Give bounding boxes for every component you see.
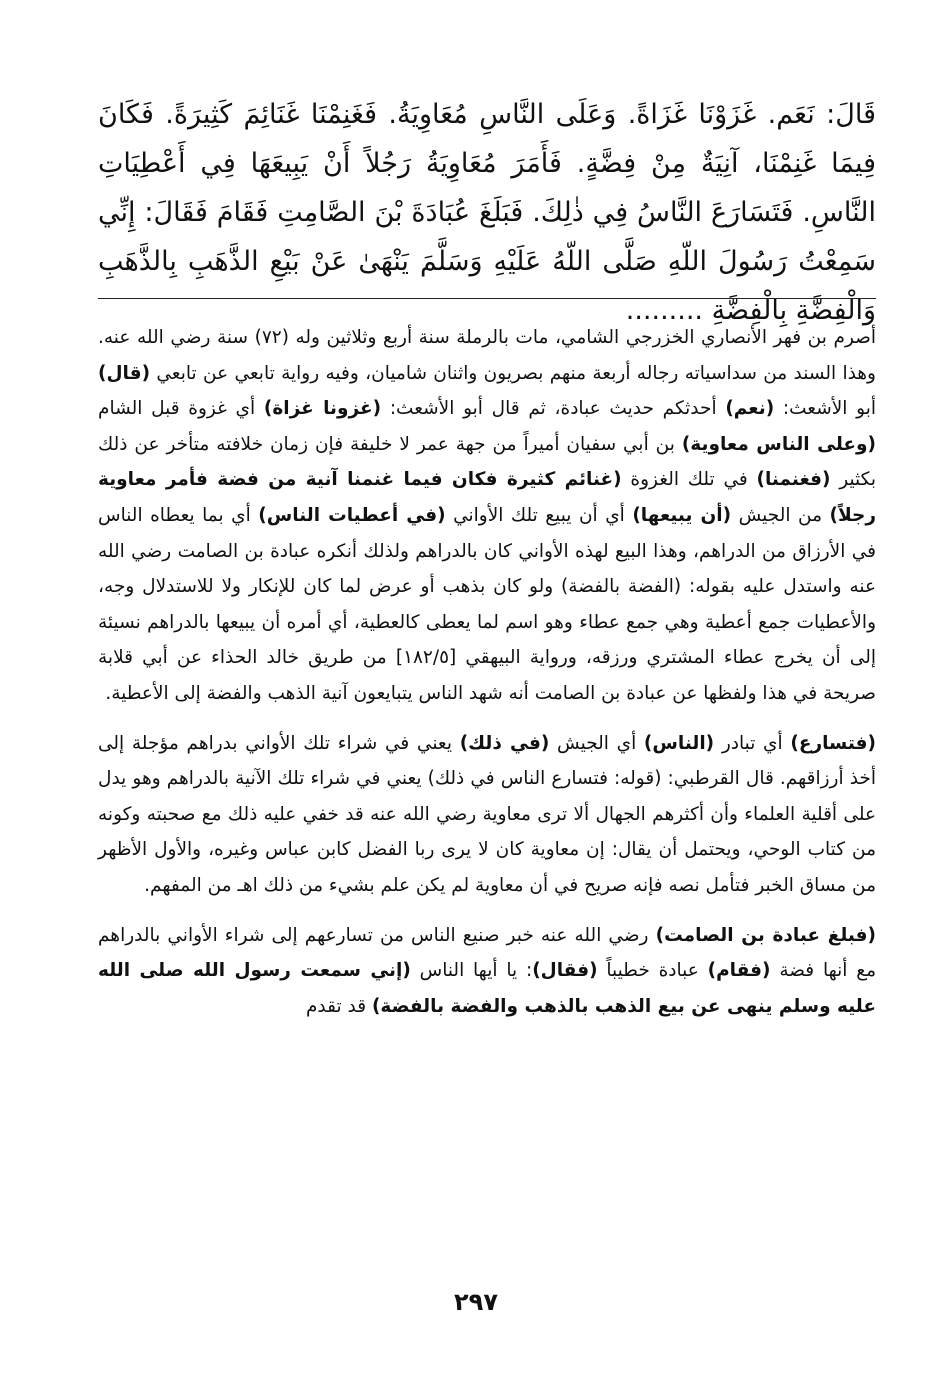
commentary-text: أحدثكم حديث عبادة، ثم قال أبو الأشعث: <box>381 398 726 420</box>
commentary-text: أبو الأشعث: <box>774 398 876 420</box>
quoted-phrase: (غنائم كثيرة فكان فيما غنمنا آنية من فضة فأمر معاوية رجلاً) <box>98 469 876 526</box>
commentary-paragraph-3 <box>98 918 876 1025</box>
commentary-text: قد تقدم <box>305 995 372 1017</box>
commentary <box>98 320 876 1024</box>
quoted-phrase: (فقال) <box>532 960 598 982</box>
commentary-text: يعني في شراء تلك الأواني بدراهم مؤجلة إلى أخذ أرزاقهم. قال القرطبي: (قوله: فتسارع الناس في ذلك) يعني في شراء تلك الآنية بالدراهم وهو يدل على أقلية العلماء وأن أكثرهم الجهال ألا ترى معاوية رضي الله عنه قد خفي عليه ذلك مع صحبته وكونه من كتاب الوحي، ويحتمل أن يقال: إن معاوية كان لا يرى ربا الفضل كابن عباس وغيره، والأول الأظهر من مساق الخبر فتأمل نصه فإنه صريح في أن معاوية لم يكن علم بشيء من ذلك اهـ من المفهم. <box>98 732 876 896</box>
commentary-text: في تلك الغزوة <box>621 469 757 491</box>
commentary-text: أي الجيش <box>549 732 644 754</box>
hadith-text-content: قَالَ: نَعَم. غَزَوْنَا غَزَاةً. وَعَلَى النَّاسِ مُعَاوِيَةُ. فَغَنِمْنَا غَنَائِمَ كَثِيرَةً. فَكَانَ فِيمَا غَنِمْنَا، آنِيَةٌ مِنْ فِضَّةٍ. فَأَمَرَ مُعَاوِيَةُ رَجُلاً أَنْ يَبِيعَهَا فِي أَعْطِيَاتِ النَّاسِ. فَتَسَارَعَ النَّاسُ فِي ذٰلِكَ. فَبَلَغَ عُبَادَةَ بْنَ الصَّامِتِ فَقَامَ فَقَالَ: إِنِّي سَمِعْتُ رَسُولَ اللّهِ صَلَّى اللّهُ عَلَيْهِ وَسَلَّمَ يَنْهَىٰ عَنْ بَيْعِ الذَّهَبِ بِالذَّهَبِ وَالْفِضَّةِ بِالْفِضَّةِ ......... <box>98 99 876 326</box>
quoted-phrase: (غزونا غزاة) <box>263 398 382 420</box>
commentary-paragraph-2 <box>98 726 876 904</box>
commentary-text: رضي الله عنه خبر صنيع الناس من تسارعهم إلى شراء الأواني بالدراهم مع أنها فضة <box>98 924 877 982</box>
commentary-text: عبادة خطيباً <box>597 960 708 982</box>
quoted-phrase: (أن يبيعها) <box>632 504 732 526</box>
page-number: ٢٩٧ <box>454 1288 498 1316</box>
quoted-phrase: (نعم) <box>725 398 775 420</box>
quoted-phrase: (فغنمنا) <box>756 469 831 491</box>
quoted-phrase: (فبلغ عبادة بن الصامت) <box>655 924 877 946</box>
commentary-text: أي غزوة قبل الشام <box>98 398 264 420</box>
quoted-phrase: (إني سمعت رسول الله صلى الله عليه وسلم ينهى عن بيع الذهب بالذهب والفضة بالفضة) <box>98 960 876 1017</box>
commentary-text: أي أن يبيع تلك الأواني <box>445 504 633 526</box>
commentary-text: أي تبادر <box>714 732 791 754</box>
quoted-phrase: (الناس) <box>643 732 715 754</box>
quoted-phrase: (في أعطيات الناس) <box>258 504 446 526</box>
commentary-text: : يا أيها الناس <box>410 960 533 982</box>
separator-line <box>98 298 876 299</box>
quoted-phrase: (فتسارع) <box>790 732 876 754</box>
commentary-text: أصرم بن فهر الأنصاري الخزرجي الشامي، مات بالرملة سنة أربع وثلاثين وله (٧٢) سنة رضي الله عنه. وهذا السند من سداسياته رجاله أربعة منهم بصريون واثنان شاميان، وفيه رواية تابعي عن تابعي <box>98 327 876 384</box>
commentary-text: أي بما يعطاه الناس في الأرزاق من الدراهم، وهذا البيع لهذه الأواني كان بالدراهم ولذلك أنكره عبادة بن الصامت رضي الله عنه واستدل عليه بقوله: (الفضة بالفضة) ولو كان بذهب أو عرض لما كان للإنكار ولا للاستدلال وجه، والأعطيات جمع أعطية وهي جمع عطاء وهو اسم لما يعطى كالعطية، أي أمره أن يبيعها بالدراهم نسيئة إلى أن يخرج عطاء المشتري ورزقه، ورواية البيهقي [١٨٢/٥] من طريق خالد الحذاء عن أبي قلابة صريحة في هذا ولفظها عن عبادة بن الصامت أنه شهد الناس يتبايعون آنية الذهب والفضة إلى الأعطية. <box>98 504 876 704</box>
quoted-phrase: (في ذلك) <box>459 732 550 754</box>
commentary-text: من الجيش <box>731 504 830 526</box>
commentary-paragraph-1 <box>98 320 876 712</box>
commentary-text: بن أبي سفيان أميراً من جهة عمر لا خليفة فإن زمان خلافته متأخر عن ذلك بكثير <box>98 433 876 491</box>
quoted-phrase: (وعلى الناس معاوية) <box>681 433 876 455</box>
quoted-phrase: (فقام) <box>707 960 771 982</box>
quoted-phrase: (قال) <box>98 362 151 384</box>
